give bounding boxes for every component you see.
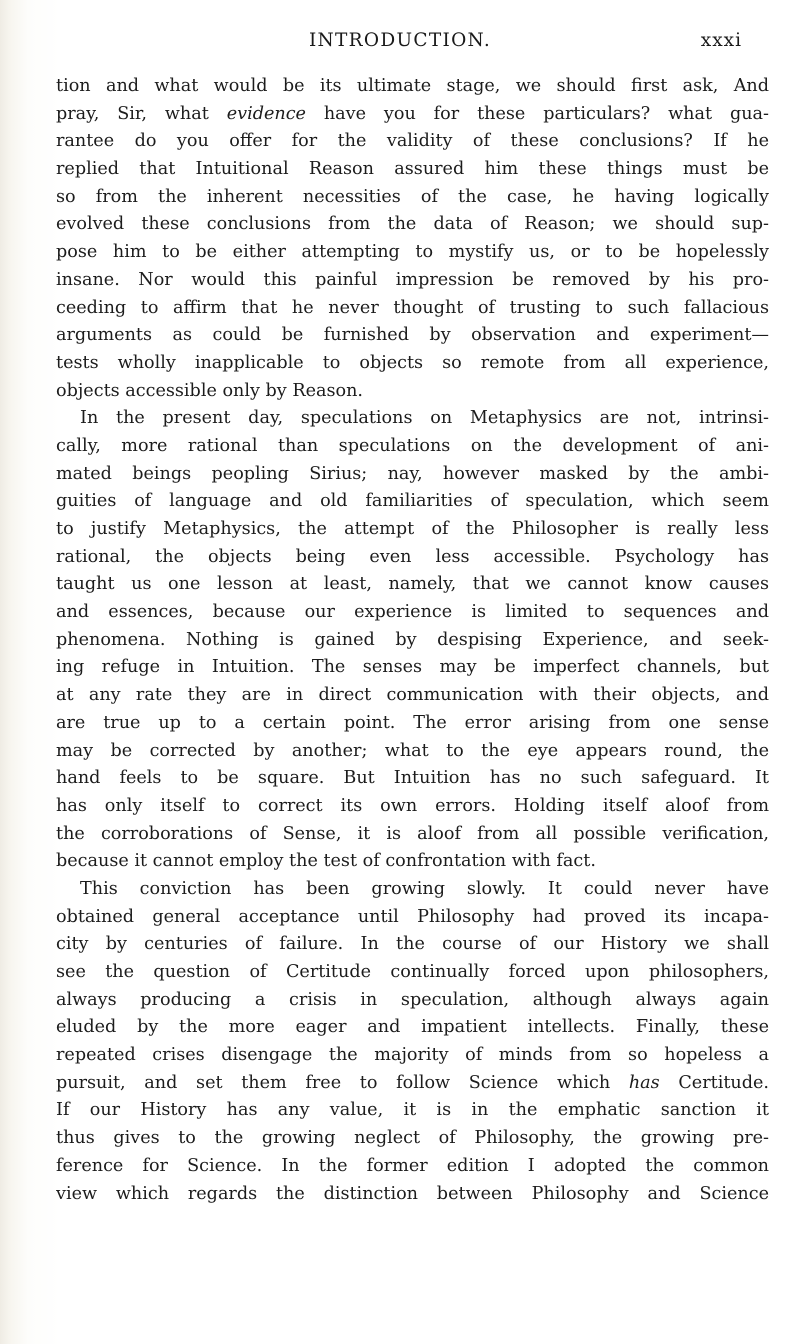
italic-text: has — [628, 1072, 660, 1093]
text-segment: tests wholly inapplicable to objects so remote from all experience, — [56, 352, 769, 373]
text-segment: pursuit, and set them free to follow Science which — [56, 1072, 629, 1093]
text-line — [56, 1070, 769, 1098]
text-line — [56, 599, 769, 627]
body-text — [56, 73, 769, 1208]
text-line — [56, 848, 769, 876]
text-line — [56, 350, 769, 378]
text-line — [56, 184, 769, 212]
text-line — [56, 544, 769, 572]
text-line — [80, 876, 769, 904]
text-segment: tion and what would be its ultimate stage, we should first ask, And — [56, 76, 769, 96]
text-segment: cally, more rational than speculations on the development of ani- — [56, 435, 769, 456]
text-line — [56, 73, 769, 101]
text-segment: phenomena. Nothing is gained by despising Experience, and seek- — [56, 629, 769, 650]
text-segment: ing refuge in Intuition. The senses may be imperfect channels, but — [56, 657, 769, 678]
text-line — [56, 904, 769, 932]
text-segment: have you for these particulars? what gua- — [305, 103, 769, 124]
text-segment: pray, Sir, what — [56, 103, 227, 124]
text-line — [56, 738, 769, 766]
text-segment: eluded by the more eager and impatient intellects. Finally, these — [56, 1017, 769, 1038]
text-segment: In the present day, speculations on Metaphysics are not, intrinsi- — [80, 408, 769, 429]
text-segment: hand feels to be square. But Intuition has no such safeguard. It — [56, 768, 769, 789]
text-segment: ceeding to affirm that he never thought of trusting to such fallacious — [56, 297, 769, 318]
text-segment: may be corrected by another; what to the eye appears round, the — [56, 740, 769, 761]
text-line — [56, 959, 769, 987]
text-segment: repeated crises disengage the majority of minds from so hopeless a — [56, 1045, 769, 1066]
text-segment: at any rate they are in direct communication with their objects, and — [56, 685, 769, 706]
text-segment: evolved these conclusions from the data of Reason; we should sup- — [56, 214, 769, 235]
text-segment: to justify Metaphysics, the attempt of the Philosopher is really less — [56, 519, 769, 539]
text-line — [56, 1097, 769, 1125]
text-segment: always producing a crisis in speculation, although always again — [56, 989, 769, 1010]
text-line — [56, 1014, 769, 1042]
text-line — [56, 654, 769, 682]
text-line — [56, 765, 769, 793]
text-line — [56, 295, 769, 323]
text-line — [56, 1153, 769, 1181]
text-segment: objects accessible only by Reason. — [56, 380, 364, 401]
text-segment: pose him to be either attempting to mystify us, or to be hopelessly — [56, 242, 769, 263]
text-segment: so from the inherent necessities of the case, he having logically — [56, 186, 769, 207]
text-line — [56, 433, 769, 461]
text-segment: view which regards the distinction between Philosophy and Science — [56, 1183, 769, 1204]
text-line — [56, 1125, 769, 1153]
text-segment: because it cannot employ the test of confrontation with fact. — [56, 851, 596, 872]
text-line — [80, 405, 769, 433]
text-line — [56, 627, 769, 655]
text-segment: see the question of Certitude continually forced upon philosophers, — [56, 962, 769, 982]
text-line — [56, 682, 769, 710]
text-segment: replied that Intuitional Reason assured him these things must be — [56, 159, 769, 180]
text-segment: ference for Science. In the former edition I adopted the common — [56, 1155, 769, 1176]
text-segment: are true up to a certain point. The error arising from one sense — [56, 712, 769, 733]
text-line — [56, 239, 769, 267]
text-line — [56, 793, 769, 821]
text-line — [56, 931, 769, 959]
text-segment: the corroborations of Sense, it is aloof from all possible verification, — [56, 823, 769, 844]
text-line — [56, 128, 769, 156]
text-line — [56, 156, 769, 184]
text-segment: obtained general acceptance until Philosophy had proved its incapa- — [56, 906, 769, 927]
text-segment: rational, the objects being even less accessible. Psychology has — [56, 546, 769, 567]
text-line — [56, 987, 769, 1015]
text-line — [56, 211, 769, 239]
text-segment: rantee do you offer for the validity of these conclusions? If he — [56, 131, 769, 152]
text-line — [56, 101, 769, 129]
text-line — [56, 571, 769, 599]
text-line — [56, 461, 769, 489]
running-title: INTRODUCTION. — [308, 30, 492, 51]
text-segment: and essences, because our experience is limited to sequences and — [56, 602, 769, 623]
page-number: xxxi — [700, 30, 742, 51]
page-header — [0, 22, 800, 62]
text-line — [56, 378, 769, 406]
text-segment: This conviction has been growing slowly. It could never have — [80, 878, 769, 899]
text-line — [56, 1181, 769, 1209]
text-line — [56, 710, 769, 738]
italic-text: evidence — [226, 103, 306, 124]
text-segment: arguments as could be furnished by observation and experiment— — [56, 325, 769, 346]
text-line — [56, 267, 769, 295]
text-segment: insane. Nor would this painful impression be removed by his pro- — [56, 269, 769, 290]
text-segment: guities of language and old familiarities of speculation, which seem — [56, 491, 769, 512]
text-segment: has only itself to correct its own errors. Holding itself aloof from — [56, 795, 769, 816]
text-segment: thus gives to the growing neglect of Philosophy, the growing pre- — [56, 1128, 769, 1149]
text-line — [56, 322, 769, 350]
text-segment: If our History has any value, it is in the emphatic sanction it — [56, 1100, 769, 1121]
text-segment: taught us one lesson at least, namely, that we cannot know causes — [56, 574, 769, 595]
text-line — [56, 821, 769, 849]
text-line — [56, 516, 769, 544]
text-segment: mated beings peopling Sirius; nay, however masked by the ambi- — [56, 463, 769, 484]
text-line — [56, 488, 769, 516]
text-line — [56, 1042, 769, 1070]
text-segment: Certitude. — [659, 1072, 769, 1093]
text-segment: city by centuries of failure. In the course of our History we shall — [56, 934, 769, 955]
